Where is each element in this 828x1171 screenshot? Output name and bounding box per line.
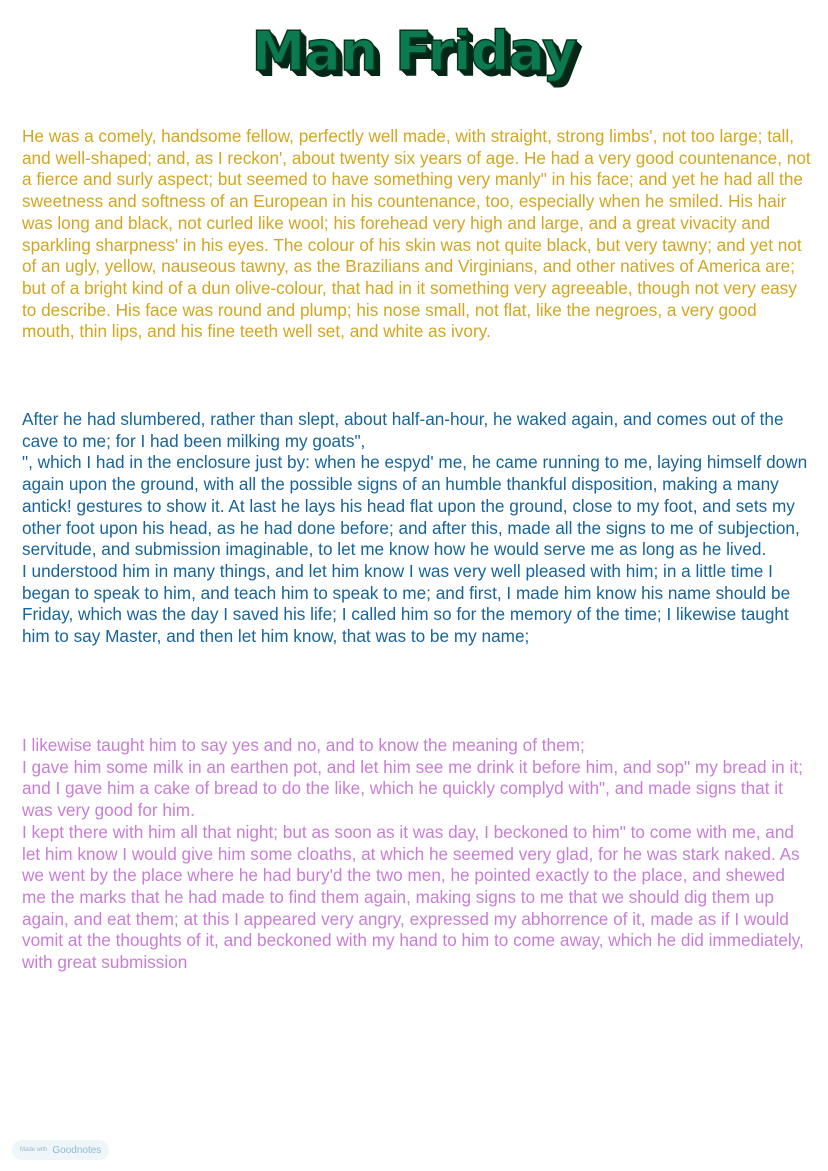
badge-brand: Goodnotes — [52, 1144, 102, 1156]
paragraph-line: ", which I had in the enclosure just by: when he espyd' me, he came running to me, laying himself down again upon the ground, with all the possible signs of an humble thankful disposition, making a many antick! gestures to show it. At last he lays his head flat upon the ground, close to my foot, and sets my other foot upon his head, as he had done before; and after this, made all the signs to me of subjection, servitude, and submission imaginable, to let me know how he would serve me as long as he lived. — [22, 452, 808, 560]
paragraph-line: I understood him in many things, and let him know I was very well pleased with him; in a little time I began to speak to him, and teach him to speak to me; and first, I made him know his name should be Friday, which was the day I saved his life; I called him so for the memory of the time; I likewise taught him to say Master, and then let him know, that was to be my name; — [22, 560, 791, 647]
badge-made-with: Made with — [20, 1147, 48, 1153]
paragraph-line: I kept there with him all that night; but as soon as it was day, I beckoned to him" to come with me, and let him know I would give him some cloaths, at which he seemed very glad, for he was stark naked. As we went by the place where he had bury'd the two men, he pointed exactly to the place, and shewed me the marks that he had made to find them again, making signs to me that we should dig them up again, and eat them; at this I appeared very angry, expressed my abhorrence of it, made as if I would vomit at the thoughts of it, and beckoned with my hand to him to come away, which he did immediately, with great submission — [22, 821, 804, 973]
page-title: Man Friday — [251, 20, 577, 83]
paragraph-description — [22, 126, 812, 343]
title-area — [0, 22, 828, 81]
paragraph-line: I gave him some milk in an earthen pot, and let him see me drink it before him, and sop" my bread in it; and I gave him a cake of bread to do the like, which he quickly complyd with", and made signs that it was very good for him. — [22, 756, 803, 821]
goodnotes-badge — [12, 1140, 109, 1160]
paragraph-teaching — [22, 735, 812, 974]
paragraph-line: I likewise taught him to say yes and no, and to know the meaning of them; — [22, 735, 585, 755]
paragraph-line: After he had slumbered, rather than slept, about half-an-hour, he waked again, and comes out of the cave to me; for I had been milking my goats", — [22, 409, 784, 451]
paragraph-awakening — [22, 409, 812, 648]
paragraph-line: He was a comely, handsome fellow, perfectly well made, with straight, strong limbs', not too large; tall, and well-shaped; and, as I reckon', about twenty six years of age. He had a very good countenance, not a fierce and surly aspect; but seemed to have something very manly" in his face; and yet he had all the sweetness and softness of an European in his countenance, too, especially when he smiled. His hair was long and black, not curled like wool; his forehead very high and large, and a great vivacity and sparkling sharpness' in his eyes. The colour of his skin was not quite black, but very tawny; and yet not of an ugly, yellow, nauseous tawny, as the Brazilians and Virginians, and other natives of America are; but of a bright kind of a dun olive-colour, that had in it something very agreeable, though not very easy to describe. His face was round and plump; his nose small, not flat, like the negroes, a very good mouth, thin lips, and his fine teeth well set, and white as ivory. — [22, 126, 811, 342]
